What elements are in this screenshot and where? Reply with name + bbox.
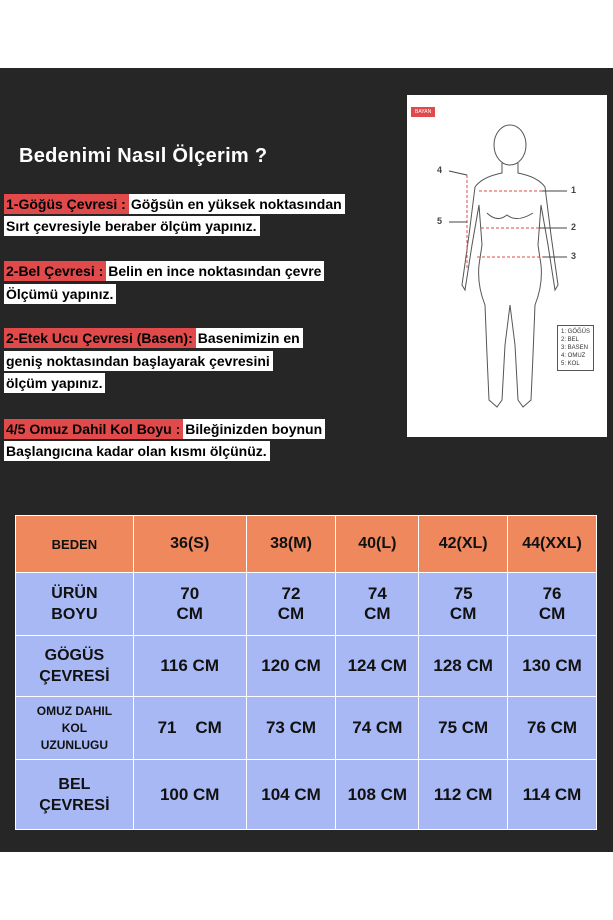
instruction-3-line-3 [4, 373, 105, 393]
instruction-3-line-1 [4, 328, 303, 348]
header-size: 36(S) [133, 516, 246, 573]
cell-line: 75 [453, 584, 473, 603]
cell-line: CM [277, 604, 305, 623]
table-cell: 74 CM [336, 697, 419, 760]
table-cell: 112 CM [419, 760, 508, 830]
marker-5: 5 [437, 216, 443, 226]
header-size: 42(XL) [419, 516, 508, 573]
marker-3: 3 [571, 251, 577, 261]
table-cell: 116 CM [133, 636, 246, 697]
table-cell: 114 CM [508, 760, 597, 830]
table-row-gogus-cevresi [16, 636, 597, 697]
header-size: 44(XXL) [508, 516, 597, 573]
row-label-line: UZUNLUGU [40, 737, 109, 752]
instruction-3-line-2 [4, 351, 273, 371]
instruction-4-text-1: Bileğinizden boynun [183, 419, 325, 439]
page-title: Bedenimi Nasıl Ölçerim ? [19, 145, 268, 167]
table-cell [336, 573, 419, 636]
legend-item: 2: BEL [561, 337, 580, 343]
table-row-omuz-dahil-kol [16, 697, 597, 760]
table-row-urun-boyu [16, 573, 597, 636]
instruction-1-line-1 [4, 194, 345, 214]
row-label-line: BOYU [51, 606, 98, 623]
figure-legend [557, 325, 594, 371]
row-label [16, 697, 134, 760]
marker-1: 1 [571, 185, 577, 195]
instruction-1-text-2: Sırt çevresiyle beraber ölçüm yapınız. [4, 216, 260, 236]
table-cell [133, 573, 246, 636]
size-table [15, 515, 597, 830]
cell-line: 70 [180, 584, 200, 603]
instruction-2-label: 2-Bel Çevresi : [4, 261, 106, 281]
row-label-line: KOL [61, 720, 88, 735]
body-figure-panel [407, 95, 607, 437]
instruction-3-text-3: ölçüm yapınız. [4, 373, 105, 393]
instruction-2-line-1 [4, 261, 324, 281]
marker-4: 4 [437, 165, 443, 175]
marker-2: 2 [571, 222, 577, 232]
table-cell: 120 CM [246, 636, 336, 697]
row-label [16, 573, 134, 636]
cell-line: 72 [281, 584, 301, 603]
legend-item: 4: OMUZ [561, 353, 586, 359]
cell-line: 76 [542, 584, 562, 603]
table-cell: 100 CM [133, 760, 246, 830]
row-label-line: GÖGÜS [44, 647, 105, 664]
instruction-4-line-1 [4, 419, 325, 439]
instruction-4-label: 4/5 Omuz Dahil Kol Boyu : [4, 419, 183, 439]
legend-item: 5: KOL [561, 361, 580, 367]
table-cell: 73 CM [246, 697, 336, 760]
instruction-1-line-2 [4, 216, 260, 236]
table-cell: 124 CM [336, 636, 419, 697]
cell-line: CM [364, 604, 391, 623]
header-size: 40(L) [336, 516, 419, 573]
table-cell: 71 CM [133, 697, 246, 760]
table-cell: 128 CM [419, 636, 508, 697]
instruction-1-label: 1-Göğüs Çevresi : [4, 194, 129, 214]
table-cell: 104 CM [246, 760, 336, 830]
instruction-4-line-2 [4, 441, 270, 461]
table-cell: 130 CM [508, 636, 597, 697]
row-label [16, 636, 134, 697]
cell-line: CM [449, 604, 477, 623]
row-label [16, 760, 134, 830]
instruction-2-text-2: Ölçümü yapınız. [4, 284, 116, 304]
table-cell: 108 CM [336, 760, 419, 830]
table-row-bel-cevresi [16, 760, 597, 830]
table-cell [508, 573, 597, 636]
header-beden: BEDEN [16, 516, 134, 573]
instruction-3-label: 2-Etek Ucu Çevresi (Basen): [4, 328, 196, 348]
instruction-1-text-1: Göğsün en yüksek noktasından [129, 194, 345, 214]
table-cell [419, 573, 508, 636]
table-header-row [16, 516, 597, 573]
bayan-tag: BAYAN [411, 107, 435, 117]
instruction-3-text-2: geniş noktasından başlayarak çevresini [4, 351, 273, 371]
legend-item: 1: GÖĞÜS [561, 329, 591, 335]
cell-line: CM [176, 604, 203, 623]
instruction-2-line-2 [4, 284, 116, 304]
row-label-line: OMUZ DAHIL [36, 703, 113, 718]
table-cell [246, 573, 336, 636]
legend-item: 3: BASEN [561, 345, 589, 351]
row-label-line: ÜRÜN [51, 585, 98, 602]
cell-line: 74 [367, 584, 387, 603]
table-cell: 76 CM [508, 697, 597, 760]
instruction-3-text-1: Basenimizin en [196, 328, 303, 348]
cell-line: CM [538, 604, 566, 623]
instruction-4-text-2: Başlangıcına kadar olan kısmı ölçünüz. [4, 441, 270, 461]
row-label-line: ÇEVRESİ [39, 668, 110, 685]
instruction-2-text-1: Belin en ince noktasından çevre [106, 261, 324, 281]
row-label-line: BEL [58, 775, 91, 793]
header-size: 38(M) [246, 516, 336, 573]
table-cell: 75 CM [419, 697, 508, 760]
row-label-line: ÇEVRESİ [39, 796, 110, 814]
body-figure-illustration [407, 95, 607, 437]
